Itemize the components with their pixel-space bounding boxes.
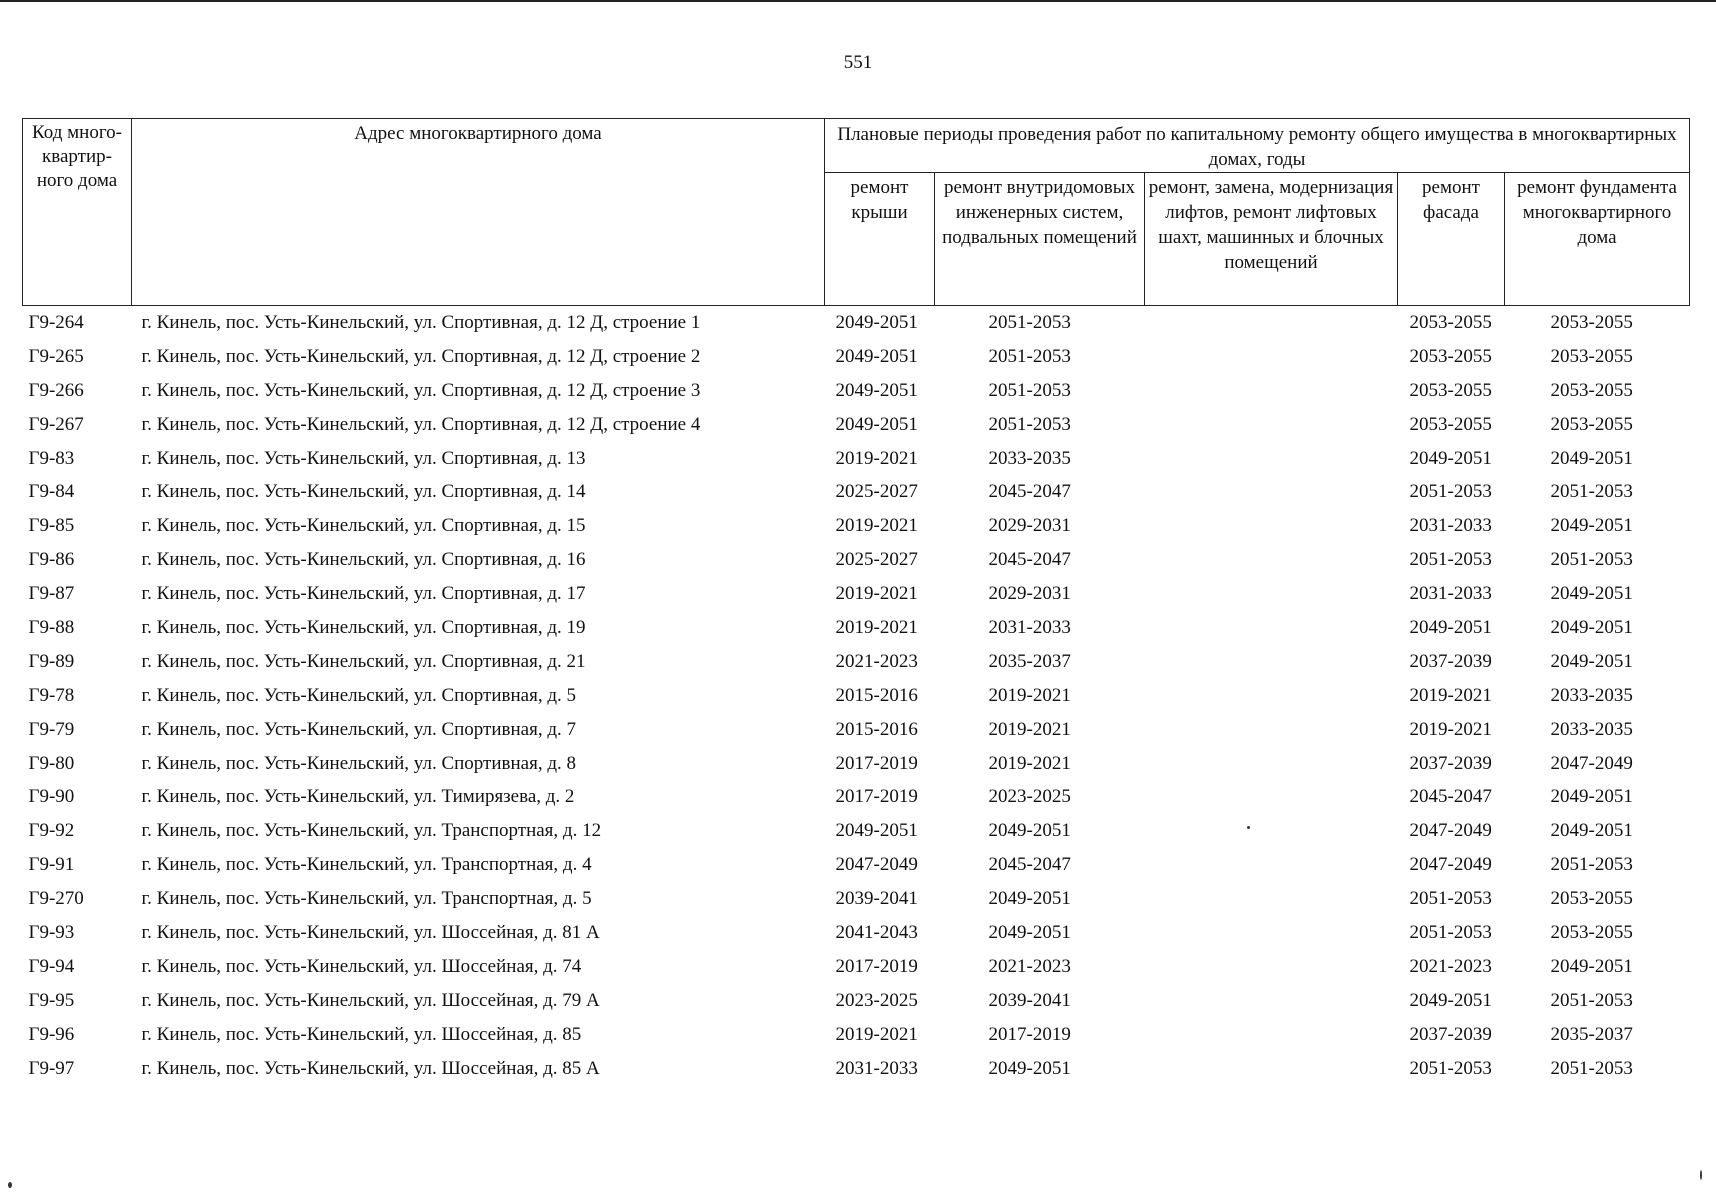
cell-engineering: 2039-2041 [988,989,1071,1011]
cell-roof: 2019-2021 [835,616,918,638]
cell-engineering: 2045-2047 [988,549,1071,571]
cell-engineering: 2051-2053 [988,379,1071,401]
repair-schedule-table [22,118,1690,1085]
cell-roof: 2039-2041 [835,888,918,910]
cell-code: Г9-265 [28,345,84,367]
cell-roof: 2041-2043 [835,921,918,943]
cell-lifts [1145,882,1398,916]
cell-foundation: 2049-2051 [1550,515,1633,537]
cell-lifts [1145,509,1398,543]
cell-engineering: 2051-2053 [988,413,1071,435]
cell-lifts [1145,577,1398,611]
cell-lifts [1145,306,1398,340]
cell-address: г. Кинель, пос. Усть-Кинельский, ул. Спортивная, д. 13 [141,447,586,469]
cell-lifts [1145,916,1398,950]
table-row [23,475,1690,509]
cell-engineering: 2035-2037 [988,650,1071,672]
cell-engineering: 2051-2053 [988,311,1071,333]
table-row [23,916,1690,950]
cell-foundation: 2051-2053 [1550,1057,1633,1079]
cell-lifts [1145,408,1398,442]
cell-address: г. Кинель, пос. Усть-Кинельский, ул. Шоссейная, д. 81 А [141,921,600,943]
cell-engineering: 2031-2033 [988,616,1071,638]
cell-lifts [1145,950,1398,984]
cell-engineering: 2019-2021 [988,684,1071,706]
cell-code: Г9-264 [28,311,84,333]
cell-address: г. Кинель, пос. Усть-Кинельский, ул. Спортивная, д. 15 [141,515,586,537]
cell-code: Г9-270 [28,888,84,910]
cell-foundation: 2049-2051 [1550,447,1633,469]
table-row [23,780,1690,814]
header-planned-periods: Плановые периоды проведения работ по капитальному ремонту общего имущества в многоквартирных домах, годы [825,119,1690,173]
cell-facade: 2051-2053 [1409,481,1492,503]
table-row [23,1052,1690,1086]
cell-roof: 2021-2023 [835,650,918,672]
cell-engineering: 2045-2047 [988,481,1071,503]
cell-address: г. Кинель, пос. Усть-Кинельский, ул. Шоссейная, д. 85 [141,1023,582,1045]
cell-roof: 2049-2051 [835,413,918,435]
cell-code: Г9-80 [28,752,75,774]
cell-code: Г9-95 [28,989,75,1011]
cell-roof: 2023-2025 [835,989,918,1011]
cell-lifts [1145,340,1398,374]
cell-foundation: 2047-2049 [1550,752,1633,774]
cell-roof: 2017-2019 [835,752,918,774]
table-row [23,713,1690,747]
table-row [23,611,1690,645]
cell-code: Г9-89 [28,650,75,672]
cell-code: Г9-96 [28,1023,75,1045]
cell-lifts [1145,1018,1398,1052]
header-lifts: ремонт, замена, модернизация лифтов, ремонт лифтовых шахт, машинных и блочных помещений [1145,173,1398,306]
cell-engineering: 2051-2053 [988,345,1071,367]
cell-foundation: 2035-2037 [1550,1023,1633,1045]
cell-lifts [1145,984,1398,1018]
cell-facade: 2037-2039 [1409,752,1492,774]
table-row [23,408,1690,442]
cell-lifts [1145,543,1398,577]
cell-foundation: 2053-2055 [1550,921,1633,943]
cell-facade: 2049-2051 [1409,447,1492,469]
cell-code: Г9-267 [28,413,84,435]
cell-code: Г9-94 [28,955,75,977]
cell-facade: 2053-2055 [1409,345,1492,367]
cell-facade: 2051-2053 [1409,1057,1492,1079]
scan-edge-line [0,0,1716,2]
cell-roof: 2019-2021 [835,1023,918,1045]
cell-address: г. Кинель, пос. Усть-Кинельский, ул. Шоссейная, д. 85 А [141,1057,600,1079]
cell-foundation: 2049-2051 [1550,583,1633,605]
cell-address: г. Кинель, пос. Усть-Кинельский, ул. Спортивная, д. 17 [141,583,586,605]
cell-facade: 2053-2055 [1409,379,1492,401]
cell-code: Г9-97 [28,1057,75,1079]
cell-lifts [1145,1052,1398,1086]
cell-lifts [1145,814,1398,848]
cell-code: Г9-88 [28,616,75,638]
cell-code: Г9-85 [28,515,75,537]
cell-foundation: 2053-2055 [1550,379,1633,401]
table-row [23,645,1690,679]
cell-foundation: 2051-2053 [1550,854,1633,876]
cell-foundation: 2033-2035 [1550,684,1633,706]
cell-address: г. Кинель, пос. Усть-Кинельский, ул. Спортивная, д. 7 [141,718,576,740]
table-body [23,306,1690,1086]
cell-address: г. Кинель, пос. Усть-Кинельский, ул. Спортивная, д. 12 Д, строение 3 [141,379,701,401]
cell-lifts [1145,679,1398,713]
cell-foundation: 2033-2035 [1550,718,1633,740]
table-row [23,848,1690,882]
cell-code: Г9-92 [28,820,75,842]
cell-engineering: 2019-2021 [988,752,1071,774]
cell-roof: 2017-2019 [835,955,918,977]
table-row [23,950,1690,984]
cell-address: г. Кинель, пос. Усть-Кинельский, ул. Спортивная, д. 14 [141,481,586,503]
cell-facade: 2053-2055 [1409,311,1492,333]
cell-foundation: 2049-2051 [1550,650,1633,672]
header-facade: ремонт фасада [1398,173,1505,306]
cell-roof: 2049-2051 [835,345,918,367]
table-row [23,1018,1690,1052]
cell-code: Г9-91 [28,854,75,876]
cell-lifts [1145,611,1398,645]
cell-facade: 2019-2021 [1409,718,1492,740]
cell-engineering: 2021-2023 [988,955,1071,977]
cell-lifts [1145,848,1398,882]
cell-address: г. Кинель, пос. Усть-Кинельский, ул. Тимирязева, д. 2 [141,786,575,808]
cell-engineering: 2017-2019 [988,1023,1071,1045]
table-row [23,984,1690,1018]
header-code: Код много-квартир-ного дома [23,119,132,306]
scan-speck [1700,1170,1702,1180]
cell-foundation: 2049-2051 [1550,786,1633,808]
cell-address: г. Кинель, пос. Усть-Кинельский, ул. Спортивная, д. 19 [141,616,586,638]
cell-roof: 2025-2027 [835,481,918,503]
cell-code: Г9-93 [28,921,75,943]
cell-roof: 2019-2021 [835,447,918,469]
table-row [23,679,1690,713]
header-engineering: ремонт внутридомовых инженерных систем, подвальных помещений [935,173,1145,306]
table-row [23,306,1690,340]
table-row [23,340,1690,374]
cell-address: г. Кинель, пос. Усть-Кинельский, ул. Спортивная, д. 12 Д, строение 2 [141,345,701,367]
cell-facade: 2047-2049 [1409,820,1492,842]
header-address: Адрес многоквартирного дома [132,119,825,306]
cell-code: Г9-266 [28,379,84,401]
cell-facade: 2049-2051 [1409,616,1492,638]
cell-roof: 2049-2051 [835,820,918,842]
cell-facade: 2049-2051 [1409,989,1492,1011]
cell-code: Г9-87 [28,583,75,605]
cell-roof: 2015-2016 [835,684,918,706]
header-roof: ремонт крыши [825,173,935,306]
cell-roof: 2049-2051 [835,311,918,333]
header-foundation: ремонт фундамента многоквартирного дома [1505,173,1690,306]
cell-code: Г9-86 [28,549,75,571]
cell-facade: 2019-2021 [1409,684,1492,706]
cell-lifts [1145,645,1398,679]
cell-address: г. Кинель, пос. Усть-Кинельский, ул. Спортивная, д. 8 [141,752,576,774]
scan-speck [1247,826,1250,829]
cell-foundation: 2049-2051 [1550,955,1633,977]
cell-engineering: 2049-2051 [988,888,1071,910]
cell-lifts [1145,747,1398,781]
cell-address: г. Кинель, пос. Усть-Кинельский, ул. Спортивная, д. 21 [141,650,586,672]
cell-roof: 2017-2019 [835,786,918,808]
cell-engineering: 2049-2051 [988,820,1071,842]
cell-address: г. Кинель, пос. Усть-Кинельский, ул. Шоссейная, д. 74 [141,955,582,977]
cell-engineering: 2029-2031 [988,583,1071,605]
cell-address: г. Кинель, пос. Усть-Кинельский, ул. Спортивная, д. 12 Д, строение 4 [141,413,701,435]
cell-facade: 2051-2053 [1409,921,1492,943]
cell-engineering: 2049-2051 [988,1057,1071,1079]
cell-foundation: 2051-2053 [1550,481,1633,503]
cell-facade: 2053-2055 [1409,413,1492,435]
cell-engineering: 2023-2025 [988,786,1071,808]
table-row [23,374,1690,408]
cell-address: г. Кинель, пос. Усть-Кинельский, ул. Шоссейная, д. 79 А [141,989,600,1011]
table-row [23,814,1690,848]
cell-lifts [1145,475,1398,509]
cell-facade: 2031-2033 [1409,515,1492,537]
cell-address: г. Кинель, пос. Усть-Кинельский, ул. Транспортная, д. 4 [141,854,592,876]
table-row [23,577,1690,611]
cell-lifts [1145,713,1398,747]
cell-roof: 2015-2016 [835,718,918,740]
cell-engineering: 2045-2047 [988,854,1071,876]
cell-roof: 2049-2051 [835,379,918,401]
table-row [23,543,1690,577]
cell-engineering: 2049-2051 [988,921,1071,943]
cell-facade: 2037-2039 [1409,650,1492,672]
cell-foundation: 2053-2055 [1550,888,1633,910]
cell-facade: 2045-2047 [1409,786,1492,808]
table-row [23,747,1690,781]
cell-foundation: 2051-2053 [1550,549,1633,571]
cell-roof: 2047-2049 [835,854,918,876]
cell-facade: 2037-2039 [1409,1023,1492,1045]
cell-foundation: 2049-2051 [1550,820,1633,842]
table-row [23,882,1690,916]
cell-address: г. Кинель, пос. Усть-Кинельский, ул. Спортивная, д. 12 Д, строение 1 [141,311,701,333]
cell-code: Г9-83 [28,447,75,469]
cell-facade: 2051-2053 [1409,549,1492,571]
cell-engineering: 2029-2031 [988,515,1071,537]
cell-foundation: 2053-2055 [1550,413,1633,435]
cell-roof: 2025-2027 [835,549,918,571]
table-row [23,442,1690,476]
cell-foundation: 2049-2051 [1550,616,1633,638]
cell-code: Г9-78 [28,684,75,706]
cell-lifts [1145,780,1398,814]
cell-facade: 2021-2023 [1409,955,1492,977]
cell-code: Г9-90 [28,786,75,808]
cell-address: г. Кинель, пос. Усть-Кинельский, ул. Транспортная, д. 12 [141,820,602,842]
cell-address: г. Кинель, пос. Усть-Кинельский, ул. Спортивная, д. 5 [141,684,576,706]
cell-code: Г9-79 [28,718,75,740]
cell-roof: 2019-2021 [835,583,918,605]
cell-lifts [1145,374,1398,408]
cell-foundation: 2053-2055 [1550,345,1633,367]
table-row [23,509,1690,543]
table-header [23,119,1690,306]
cell-facade: 2051-2053 [1409,888,1492,910]
scan-speck [8,1182,12,1188]
cell-address: г. Кинель, пос. Усть-Кинельский, ул. Транспортная, д. 5 [141,888,592,910]
cell-facade: 2031-2033 [1409,583,1492,605]
cell-lifts [1145,442,1398,476]
cell-code: Г9-84 [28,481,75,503]
cell-foundation: 2051-2053 [1550,989,1633,1011]
cell-address: г. Кинель, пос. Усть-Кинельский, ул. Спортивная, д. 16 [141,549,586,571]
cell-engineering: 2033-2035 [988,447,1071,469]
page-number: 551 [843,52,873,73]
cell-facade: 2047-2049 [1409,854,1492,876]
cell-roof: 2031-2033 [835,1057,918,1079]
cell-engineering: 2019-2021 [988,718,1071,740]
cell-foundation: 2053-2055 [1550,311,1633,333]
cell-roof: 2019-2021 [835,515,918,537]
